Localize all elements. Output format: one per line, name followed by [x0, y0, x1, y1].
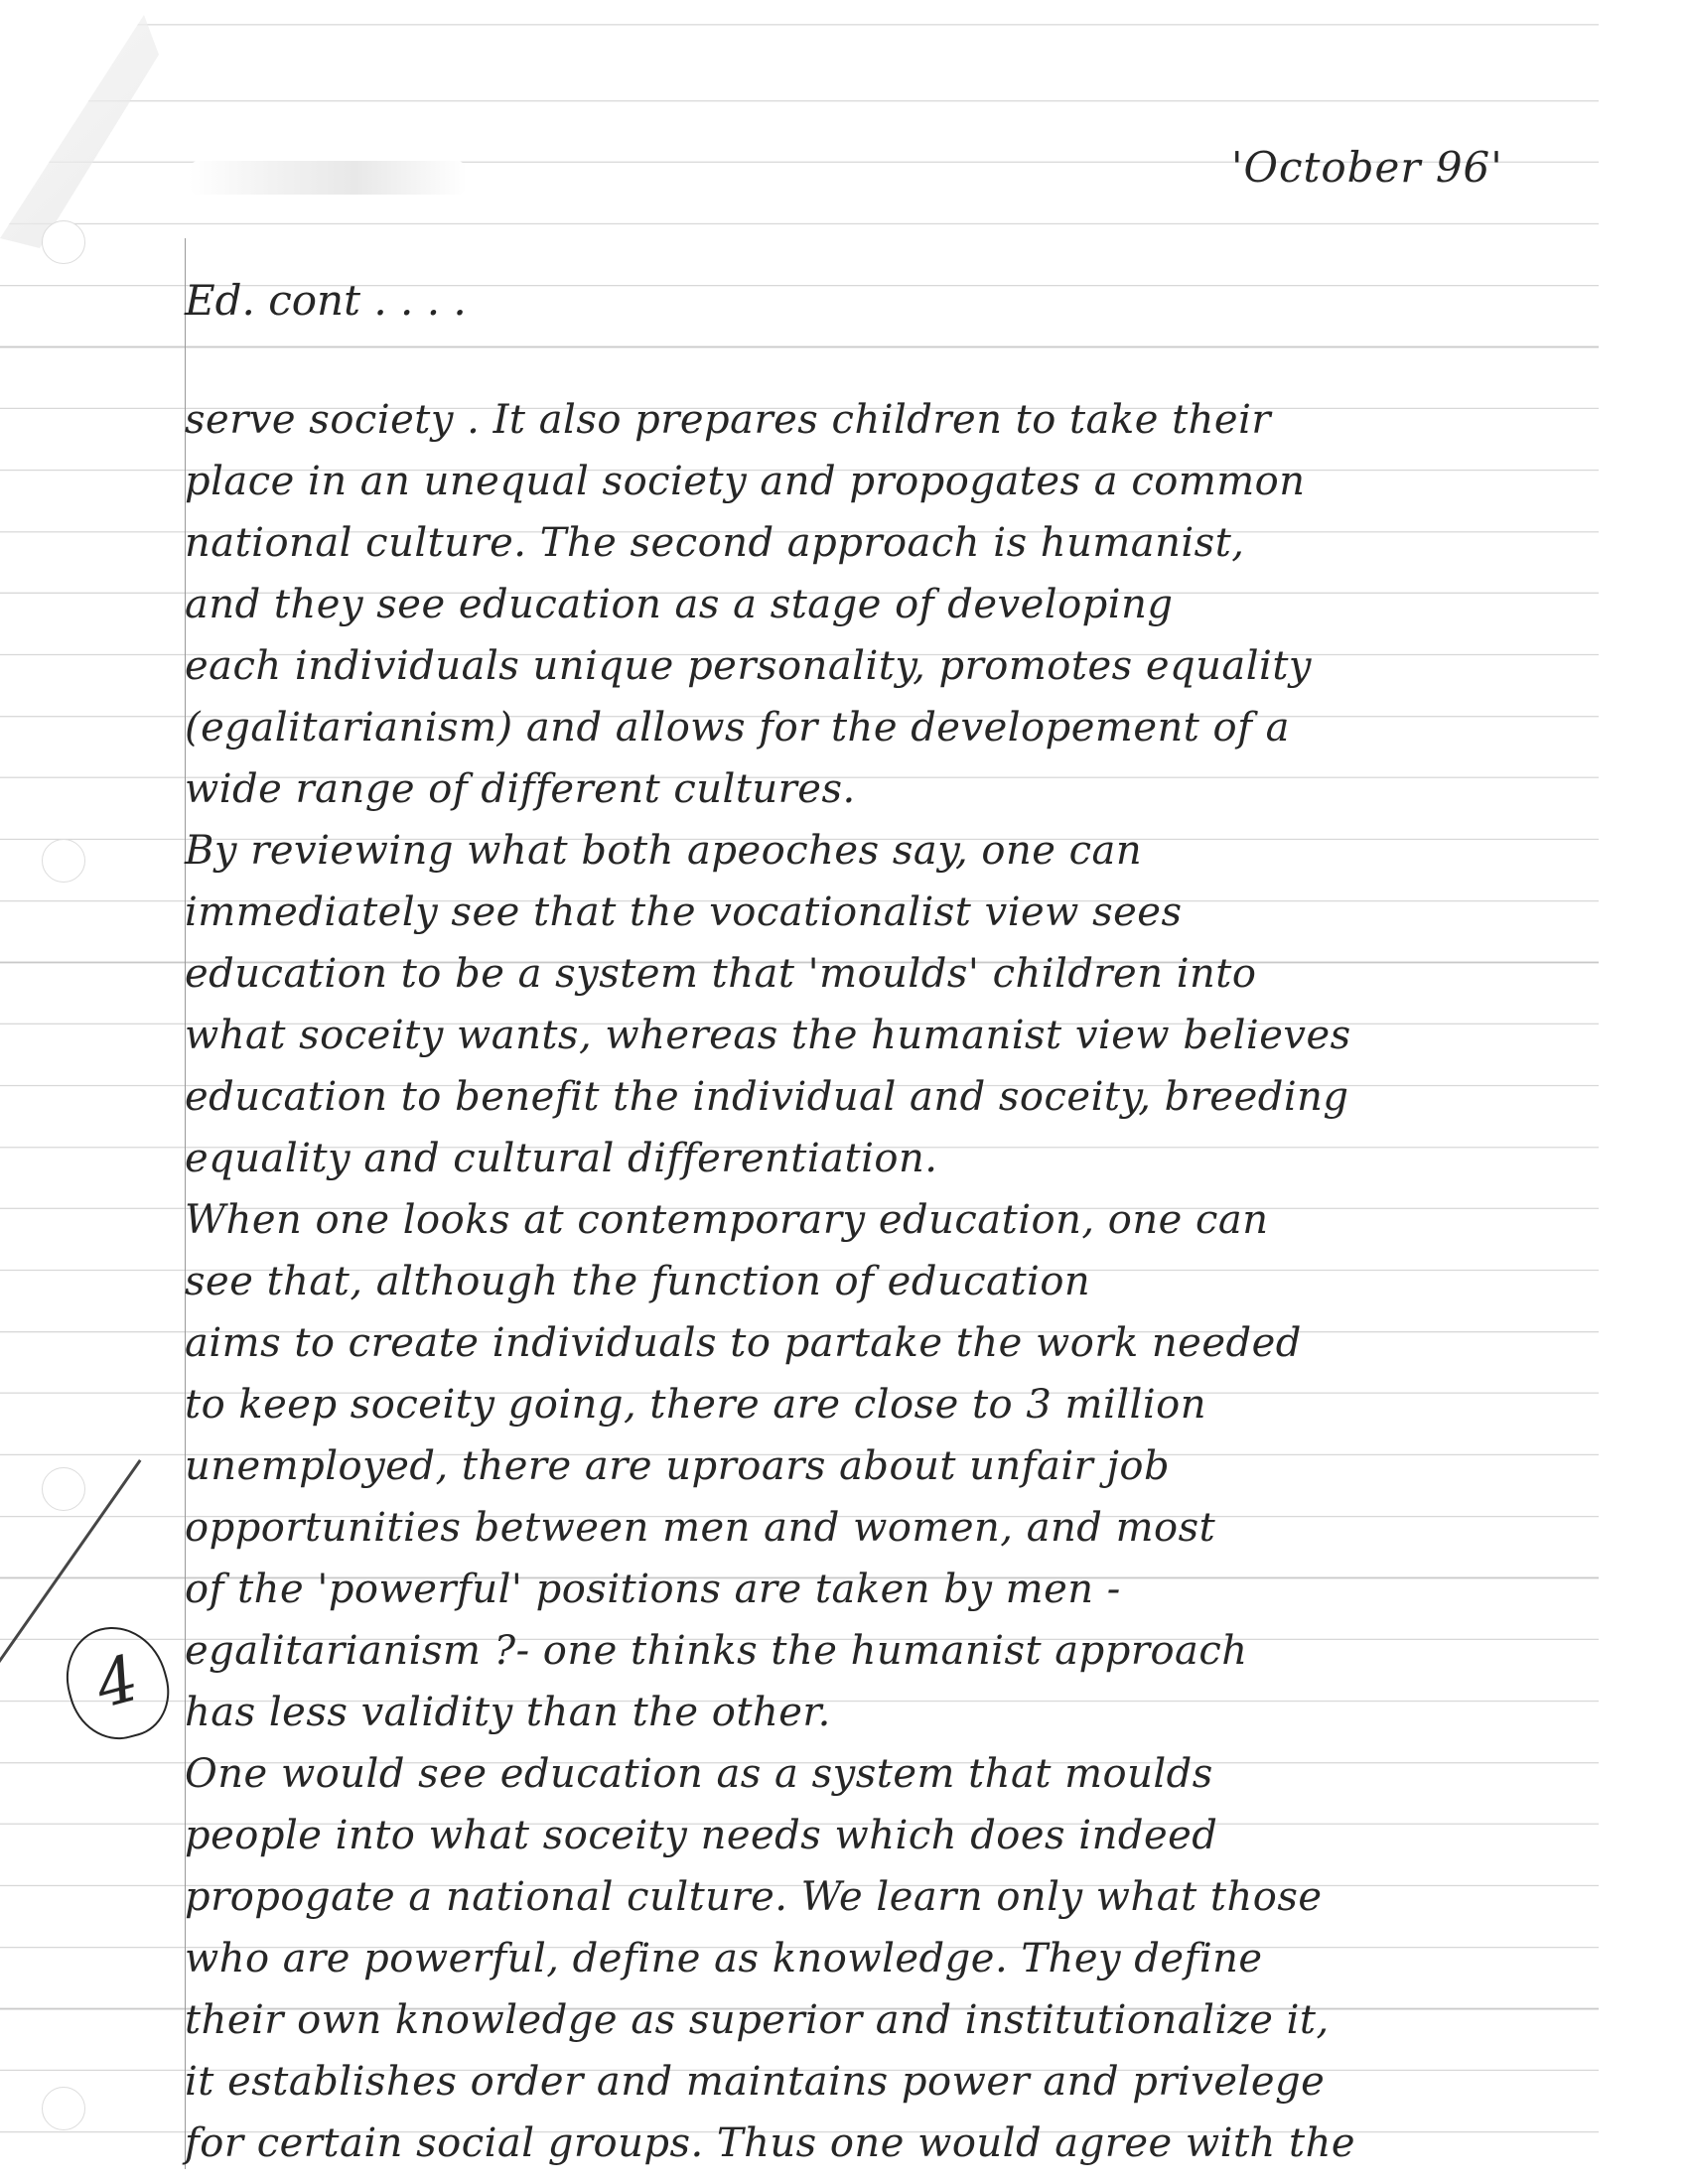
text-line: (egalitarianism) and allows for the developement of a: [185, 705, 1291, 751]
text-line: what soceity wants, whereas the humanist view believes: [185, 1013, 1351, 1058]
text-line: their own knowledge as superior and institutionalize it,: [185, 1997, 1330, 2043]
text-line: see that, although the function of education: [185, 1259, 1091, 1304]
text-line: equality and cultural differentiation.: [185, 1136, 938, 1181]
text-line: opportunities between men and women, and most: [185, 1505, 1216, 1551]
margin-grade-text: 4: [87, 1641, 147, 1724]
text-line: immediately see that the vocationalist view sees: [185, 889, 1183, 935]
text-line: education to be a system that 'moulds' children into: [185, 951, 1257, 997]
redacted-name: [189, 161, 467, 195]
text-line: of the 'powerful' positions are taken by men -: [185, 1567, 1121, 1612]
text-line: unemployed, there are uproars about unfair job: [185, 1443, 1171, 1489]
text-line: it establishes order and maintains power and privelege: [185, 2059, 1326, 2105]
text-line: wide range of different cultures.: [185, 766, 856, 812]
text-line: aims to create individuals to partake the work needed: [185, 1320, 1302, 1366]
page-heading: Ed. cont . . . .: [185, 276, 467, 325]
text-line: One would see education as a system that moulds: [185, 1751, 1213, 1797]
punch-hole: [42, 2087, 85, 2130]
text-line: When one looks at contemporary education, one can: [185, 1197, 1269, 1243]
text-line: people into what soceity needs which does indeed: [185, 1813, 1218, 1858]
text-line: egalitarianism ?- one thinks the humanist approach: [185, 1628, 1248, 1674]
text-line: propogate a national culture. We learn only what those: [185, 1874, 1323, 1920]
text-line: each individuals unique personality, promotes equality: [185, 643, 1313, 689]
text-line: to keep soceity going, there are close to 3 million: [185, 1382, 1206, 1428]
punch-hole: [42, 220, 85, 264]
punch-hole: [42, 839, 85, 883]
text-line: By reviewing what both apeoches say, one can: [185, 828, 1143, 874]
date-label: 'October 96': [1231, 143, 1503, 192]
text-line: and they see education as a stage of developing: [185, 582, 1174, 627]
text-line: for certain social groups. Thus one would agree with the: [185, 2120, 1355, 2166]
text-line: who are powerful, define as knowledge. They define: [185, 1936, 1263, 1981]
text-line: serve society . It also prepares children to take their: [185, 397, 1272, 443]
text-line: place in an unequal society and propogates a common: [185, 459, 1306, 504]
punch-hole: [42, 1467, 85, 1511]
text-line: education to benefit the individual and soceity, breeding: [185, 1074, 1349, 1120]
text-line: national culture. The second approach is humanist,: [185, 520, 1245, 566]
text-line: has less validity than the other.: [185, 1690, 831, 1735]
